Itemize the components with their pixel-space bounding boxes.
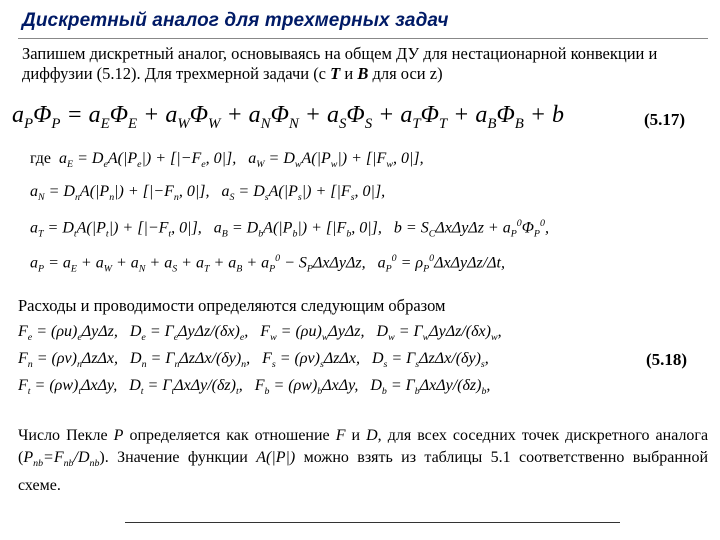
equation-5-17-line4: $a_P = a_E + a_W + a_N + a_S + a_T + a_B + a_P^0 - S_P\Delta x\Delta y\Delta z$, $a_P^0 = \rho_P^0\Delta x\Delta y\Delta z/\Delta t$, [30, 253, 505, 275]
intro-paragraph [22, 44, 702, 84]
footer-text-1: Число Пекле [18, 427, 108, 444]
peclet-paragraph [18, 425, 708, 497]
equation-5-18-number: (5.18) [646, 350, 688, 369]
footer-D: D [366, 427, 378, 444]
footer-formula: $P_{nb}=F_{nb}/D_{nb}$ [23, 449, 100, 470]
footer-P: P [113, 427, 124, 444]
equation-5-17-rendered: $a_P\Phi_P = a_E\Phi_E + a_W\Phi_W + a_N\Phi_N + a_S\Phi_S + a_T\Phi_T + a_B\Phi_B + b$ [12, 102, 565, 132]
equation-5-17-line1: где $a_E = D_eA(|P_e|) + [|-F_e$, 0|], $a_W = D_wA(|P_w|) + [|F_w$, 0|], [30, 150, 424, 171]
where-label: где [30, 150, 52, 167]
intro-T: T [330, 64, 341, 83]
footer-text-4: ). Значение функции [99, 449, 248, 466]
footer-and: и [351, 427, 361, 444]
footer-F: F [335, 427, 346, 444]
footer-A: A(|P|) [256, 449, 296, 466]
intro-text: Запишем дискретный аналог, основываясь на общем ДУ для нестационарной конвекции и диффузии (5.12). Для трехмерной задачи (с [22, 44, 658, 83]
equation-5-17-line3: $a_T = D_tA(|P_t|) + [|-F_t$, 0|], $a_B = D_bA(|P_b|) + [|F_b$, 0|], $b = S_C\Delta x\Delta y\Delta z + a_P^0\Phi_P^0$, [30, 218, 549, 240]
footer-text-5: можно взять из таблицы 5.1 соответственно выбранной схеме. [18, 449, 709, 495]
equation-5-17-number: (5.17) [644, 110, 686, 129]
intro-end: для оси z) [372, 64, 443, 83]
slide-title: Дискретный аналог для трехмерных задач [22, 10, 449, 31]
equation-5-17-line2: $a_N = D_nA(|P_n|) + [|-F_n$, 0|], $a_S = D_sA(|P_s|) + [|F_s$, 0|], [30, 183, 386, 204]
equation-5-18-line3: $F_t = (\rho w)_t\Delta x\Delta y$, $D_t = \Gamma_t\Delta x\Delta y/(\delta z)_t$, $F_b = (\rho w)_b\Delta x\Delta y$, $D_b = \Gamma_b\Delta x\Delta y/(\delta z)_b$, [18, 377, 491, 398]
intro-B: B [357, 64, 369, 83]
footer-text-3: , для всех соседних точек дискретного аналога ( [18, 427, 709, 466]
footer-text-2: определяется как отношение [129, 427, 330, 444]
equation-5-18-line1: $F_e = (\rho u)_e\Delta y\Delta z$, $D_e = \Gamma_e\Delta y\Delta z/(\delta x)_e$, $F_w = (\rho u)_w\Delta y\Delta z$, $D_w = \Gamma_w\Delta y\Delta z/(\delta x)_w$, [18, 323, 502, 344]
bottom-divider [125, 522, 620, 523]
equation-5-18-line2: $F_n = (\rho v)_n\Delta z\Delta x$, $D_n = \Gamma_n\Delta z\Delta x/(\delta y)_n$, $F_s = (\rho v)_s\Delta z\Delta x$, $D_s = \Gamma_s\Delta z\Delta x/(\delta y)_s$, [18, 350, 489, 371]
fluxes-intro-text: Расходы и проводимости определяются следующим образом [18, 296, 446, 315]
intro-and: и [344, 64, 354, 83]
title-divider [18, 38, 708, 39]
